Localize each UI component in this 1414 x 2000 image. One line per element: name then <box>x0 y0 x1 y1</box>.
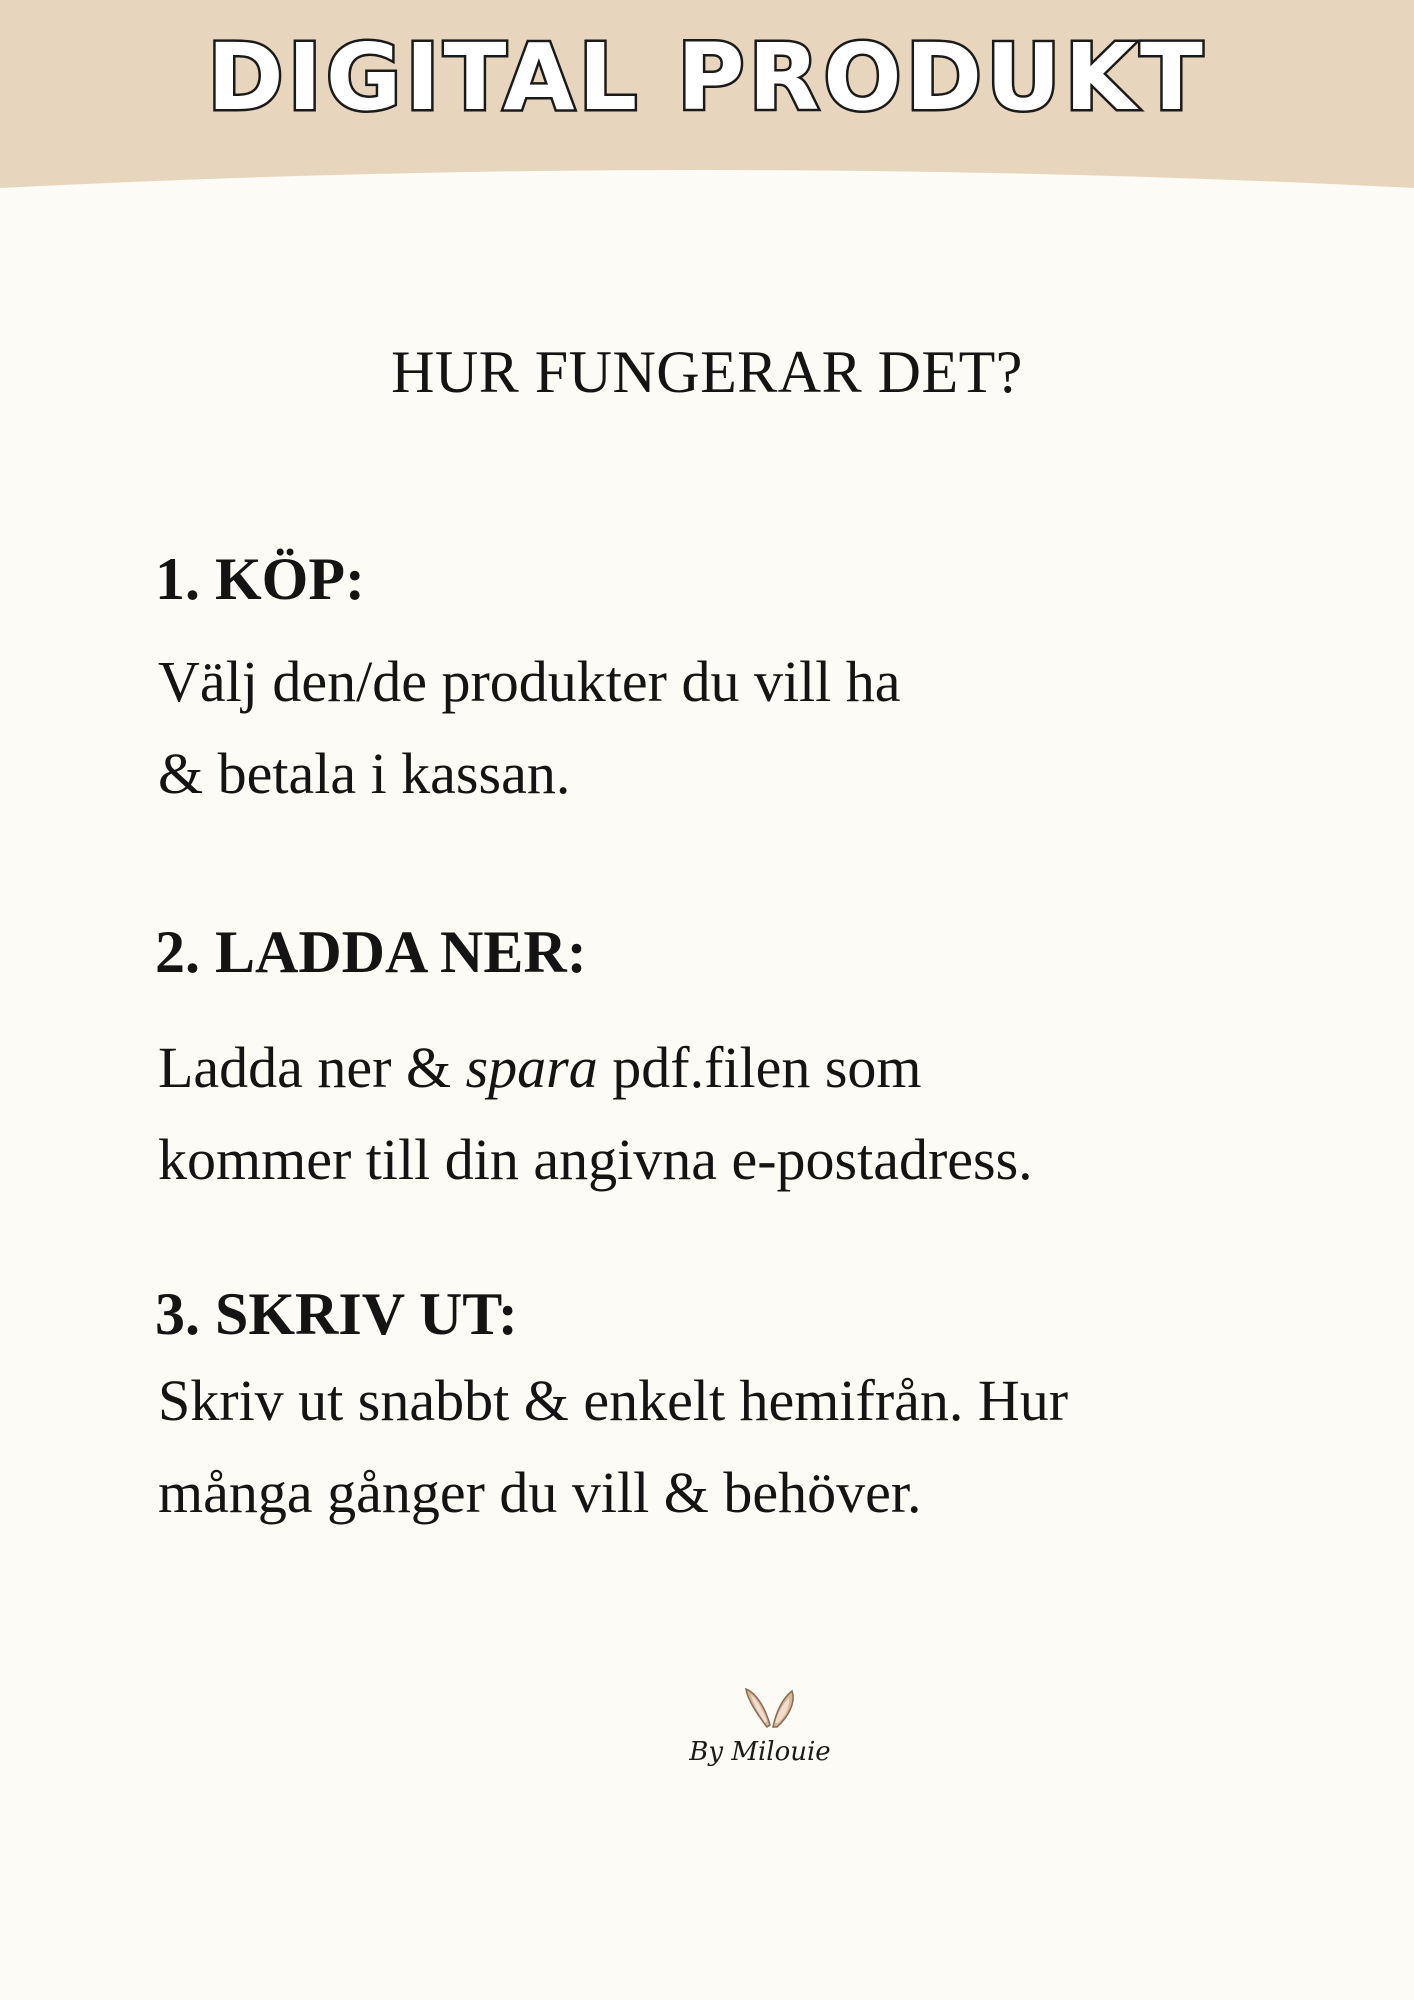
step-text-line: många gånger du vill & behöver. <box>158 1460 922 1525</box>
step-text-emphasis: spara <box>465 1035 598 1100</box>
step-title: 1. KÖP: <box>155 546 365 612</box>
brand-name: By Milouie <box>689 1737 831 1767</box>
step-text-line: & betala i kassan. <box>158 741 571 806</box>
step-buy <box>155 544 1305 820</box>
step-print <box>155 1279 1305 1539</box>
step-title: 2. LADDA NER: <box>155 919 587 985</box>
step-title: 3. SKRIV UT: <box>155 1281 518 1347</box>
step-description <box>155 1022 1305 1206</box>
page-heading: HUR FUNGERAR DET? <box>391 339 1023 405</box>
step-description <box>155 636 1305 820</box>
step-text-line: Skriv ut snabbt & enkelt hemifrån. Hur <box>158 1368 1069 1433</box>
step-text-line: kommer till din angivna e-postadress. <box>158 1127 1033 1192</box>
step-text-fragment: pdf.filen som <box>597 1035 922 1100</box>
step-text-line: Välj den/de produkter du vill ha <box>158 649 901 714</box>
step-text-fragment: Ladda ner & <box>158 1035 466 1100</box>
header-title: DIGITAL PRODUKT <box>207 24 1207 131</box>
bunny-ears-icon <box>740 1685 800 1729</box>
brand-logo <box>680 1685 840 1795</box>
step-text-line <box>158 1022 1305 1114</box>
step-description <box>155 1355 1305 1539</box>
step-download <box>155 917 1305 1206</box>
